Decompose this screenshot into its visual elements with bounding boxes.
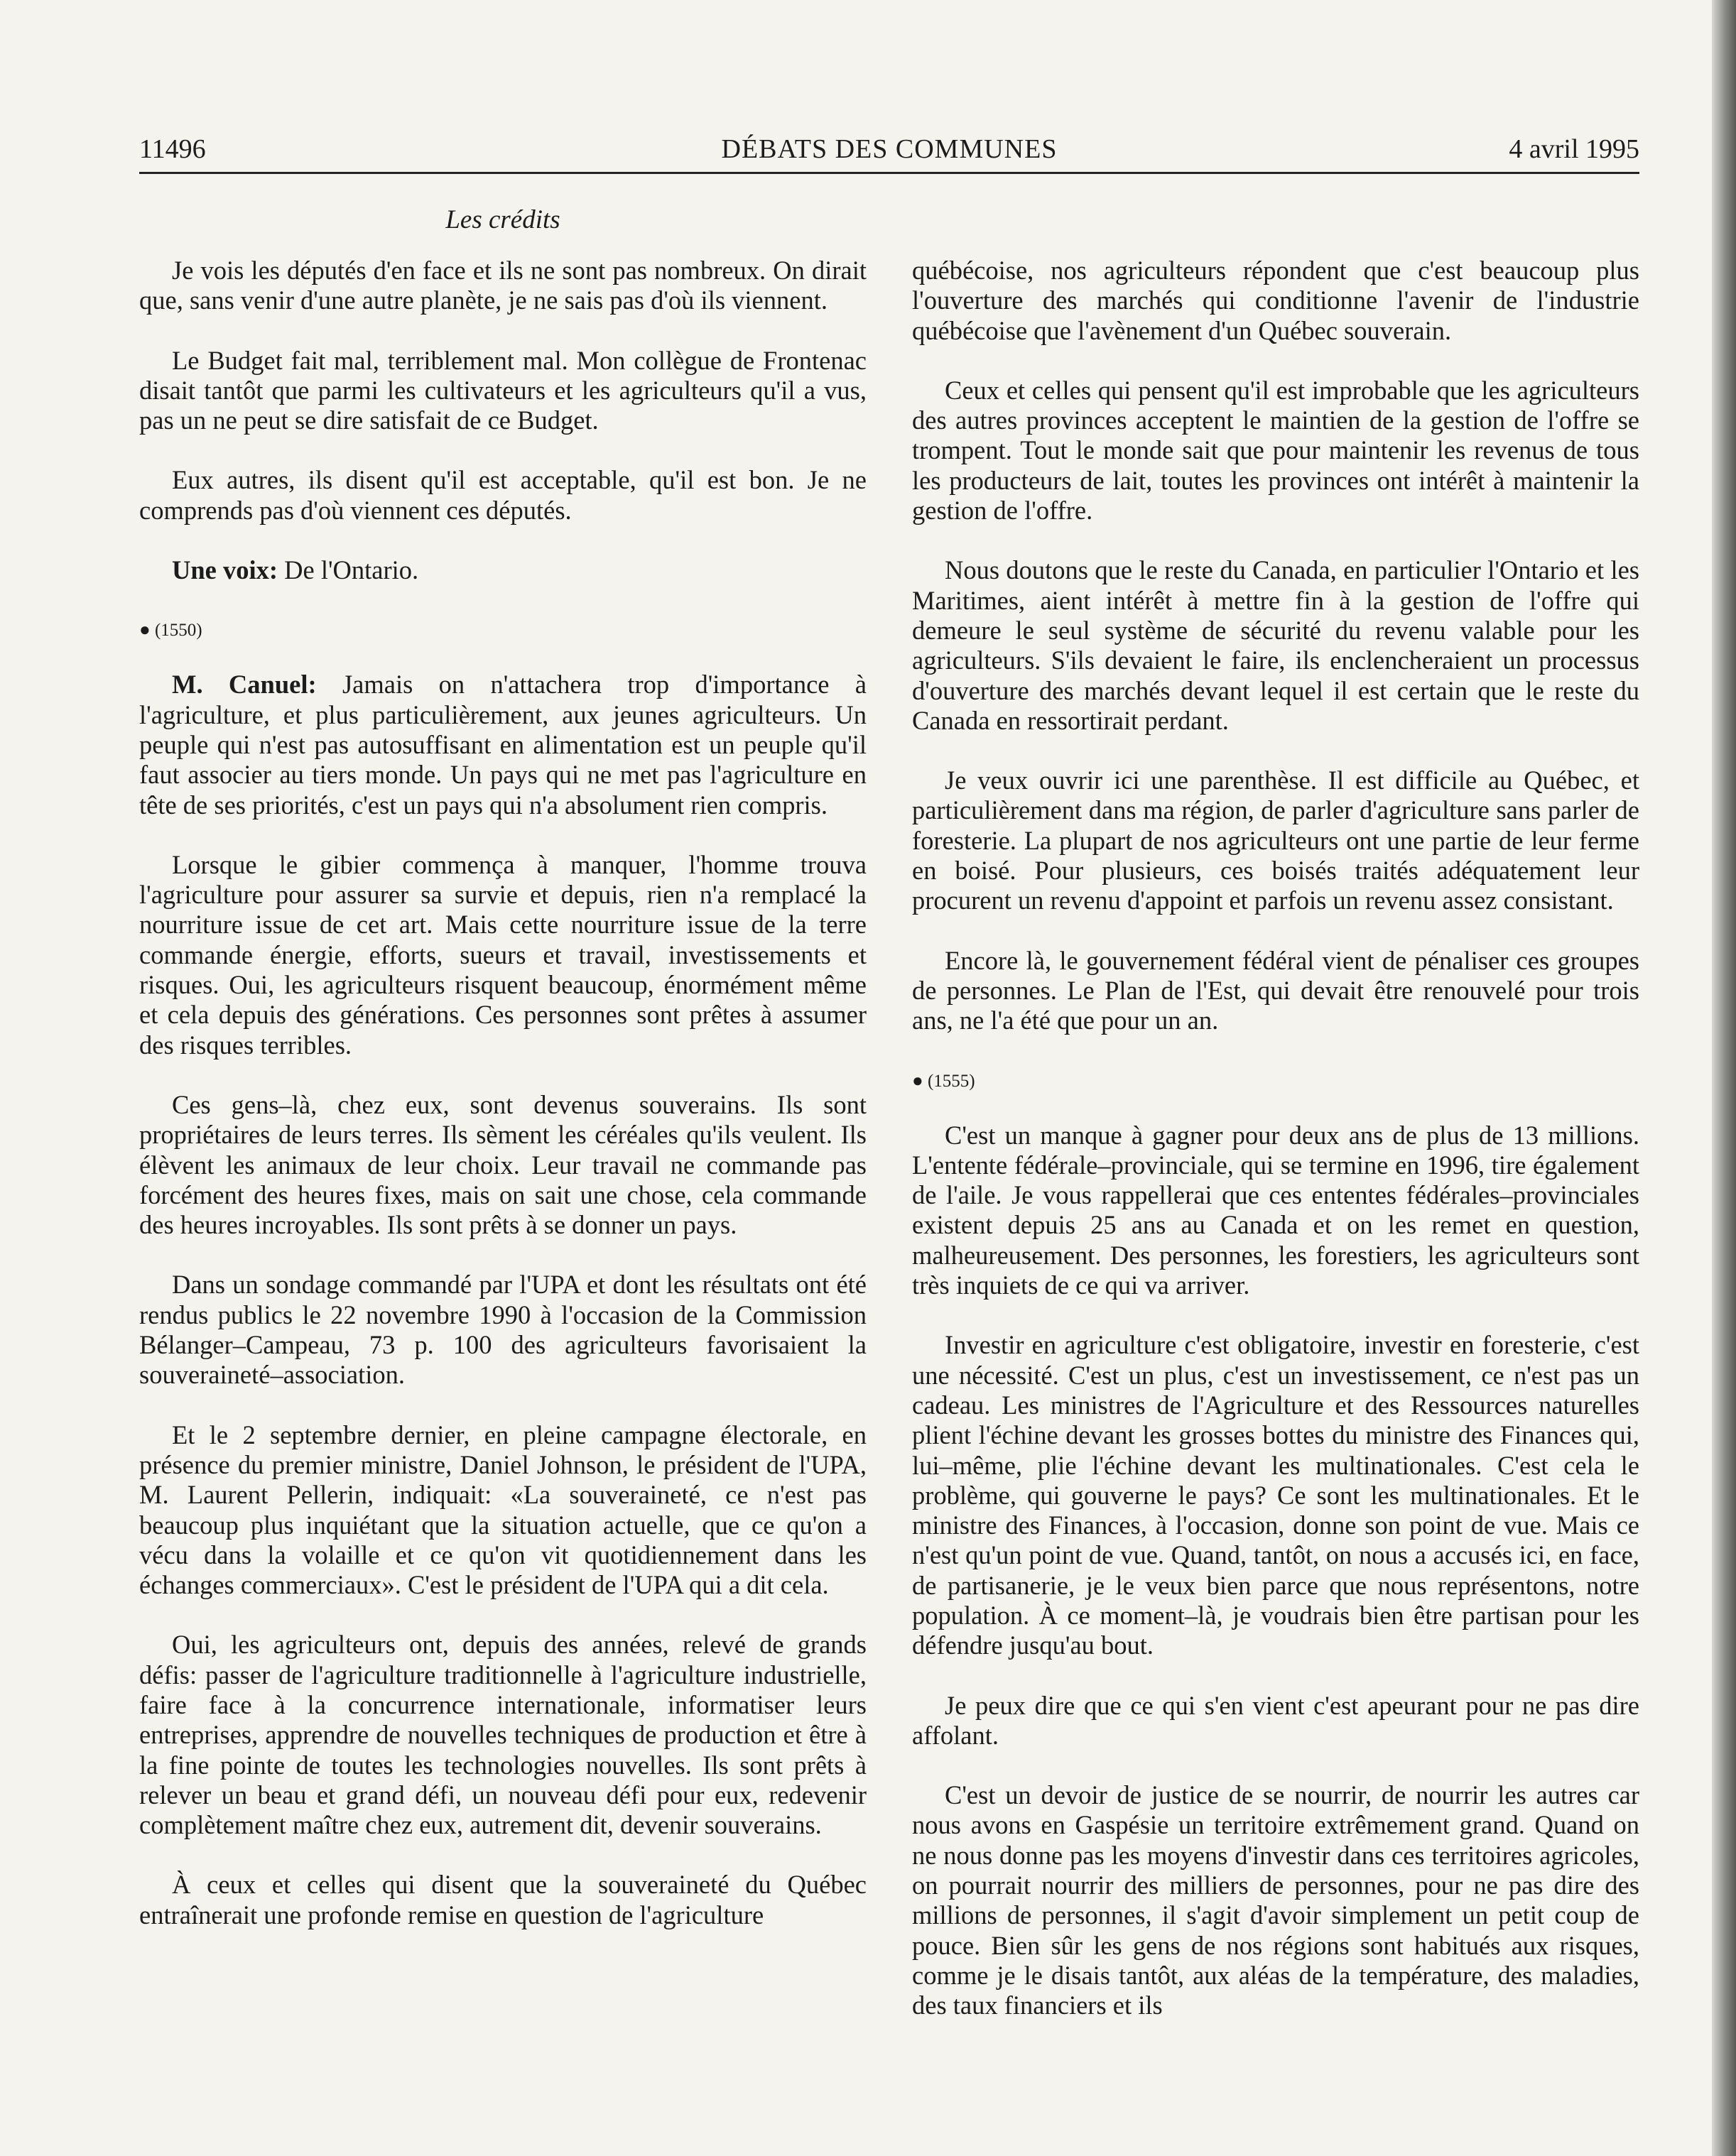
header-rule (139, 172, 1639, 174)
paragraph: Le Budget fait mal, terriblement mal. Mon collègue de Frontenac disait tantôt que parmi les cultivateurs et les agriculteurs qu'il a vus, pas un ne peut se dire satisfait de ce Budget. (139, 345, 867, 435)
section-title: Les crédits (445, 205, 560, 234)
time-marker-text: (1550) (150, 621, 202, 641)
time-marker (912, 1066, 1639, 1096)
paragraph: Encore là, le gouvernement fédéral vient de pénaliser ces groupes de personnes. Le Plan de l'Est, qui devait être renouvelé pour trois ans, ne l'a été que pour un an. (912, 945, 1639, 1035)
speaker-label: M. Canuel: (172, 670, 317, 699)
paragraph: Eux autres, ils disent qu'il est acceptable, qu'il est bon. Je ne comprends pas d'où viennent ces députés. (139, 465, 867, 525)
paragraph: À ceux et celles qui disent que la souveraineté du Québec entraînerait une profonde remise en question de l'agriculture (139, 1870, 867, 1929)
page-header (139, 134, 1639, 169)
paragraph: Investir en agriculture c'est obligatoire, investir en foresterie, c'est une nécessité. C'est un plus, c'est un investissement, ce n'est pas un cadeau. Les ministres de l'Agriculture et des Ressources naturelles plient l'échine devant les grosses bottes du ministre des Finances qui, lui–même, plie l'échine devant les multinationales. C'est cela le problème, qui gouverne le pays? Ce sont les multinationales. Et le ministre des Finances, à l'occasion, donne son point de vue. Mais ce n'est qu'un point de vue. Quand, tantôt, on nous a accusés ici, en face, de partisanerie, je le veux bien parce que nous représentons, notre population. À ce moment–là, je voudrais bien être partisan pour les défendre jusqu'au bout. (912, 1330, 1639, 1660)
speaker-text: Jamais on n'attachera trop d'importance à l'agriculture, et plus particulièrement, aux jeunes agriculteurs. Un peuple qui n'est pas autosuffisant en alimentation est un peuple qu'il faut associer au tiers monde. Un pays qui ne met pas l'agriculture en tête de ses priorités, c'est un pays qui n'a absolument rien compris. (139, 670, 867, 820)
paragraph: Je peux dire que ce qui s'en vient c'est apeurant pour ne pas dire affolant. (912, 1690, 1639, 1750)
paragraph: Et le 2 septembre dernier, en pleine campagne électorale, en présence du premier ministre, Daniel Johnson, le président de l'UPA, M. Laurent Pellerin, indiquait: «La souveraineté, ce n'est pas beaucoup plus inquiétant que la situation actuelle, que ce qu'on a vécu dans la volaille et ce qu'on vit quotidiennement dans les échanges commerciaux». C'est le président de l'UPA qui a dit cela. (139, 1420, 867, 1600)
paragraph: québécoise, nos agriculteurs répondent que c'est beaucoup plus l'ouverture des marchés qui conditionne l'avenir de l'industrie québécoise que l'avènement d'un Québec souverain. (912, 256, 1639, 345)
scan-edge-shadow (1712, 0, 1736, 2156)
left-column (139, 256, 867, 1960)
paragraph: Dans un sondage commandé par l'UPA et dont les résultats ont été rendus publics le 22 novembre 1990 à l'occasion de la Commission Bélanger–Campeau, 73 p. 100 des agriculteurs favorisaient la souveraineté–association. (139, 1270, 867, 1390)
paragraph: Nous doutons que le reste du Canada, en particulier l'Ontario et les Maritimes, aient intérêt à mettre fin à la gestion de l'offre qui demeure le seul système de sécurité du revenu valable pour les agriculteurs. S'ils devaient le faire, ils enclencheraient un processus d'ouverture des marchés devant lequel il est certain que le reste du Canada en ressortirait perdant. (912, 555, 1639, 735)
paragraph: C'est un devoir de justice de se nourrir, de nourrir les autres car nous avons en Gaspésie un territoire extrêmement grand. Quand on ne nous donne pas les moyens d'investir dans ces territoires agricoles, on pourrait nourrir des milliers de personnes, pour ne pas dire des millions de personnes, il s'agit d'avoir simplement un petit coup de pouce. Bien sûr les gens de nos régions sont habitués aux risques, comme je le disais tantôt, aux aléas de la température, des maladies, des taux financiers et ils (912, 1780, 1639, 2020)
paragraph: Je vois les députés d'en face et ils ne sont pas nombreux. On dirait que, sans venir d'une autre planète, je ne sais pas d'où ils viennent. (139, 256, 867, 315)
speaker-text: De l'Ontario. (278, 555, 419, 585)
speaker-paragraph (139, 670, 867, 820)
bullet-icon: ● (139, 619, 151, 641)
paragraph: Je veux ouvrir ici une parenthèse. Il est difficile au Québec, et particulièrement dans ma région, de parler d'agriculture sans parler de foresterie. La plupart de nos agriculteurs ont une partie de leur ferme en boisé. Pour plusieurs, ces boisés traités adéquatement leur procurent un revenu d'appoint et parfois un revenu assez consistant. (912, 766, 1639, 915)
paragraph: Lorsque le gibier commença à manquer, l'homme trouva l'agriculture pour assurer sa survie et depuis, rien n'a remplacé la nourriture issue de cet art. Mais cette nourriture issue de la terre commande énergie, efforts, sueurs et travail, investissements et risques. Oui, les agriculteurs risquent beaucoup, énormément même et cela depuis des générations. Ces personnes sont prêtes à assumer des risques terribles. (139, 849, 867, 1060)
time-marker-text: (1555) (923, 1071, 975, 1091)
time-marker (139, 615, 867, 646)
page-number: 11496 (139, 134, 206, 164)
bullet-icon: ● (912, 1069, 923, 1091)
paragraph: Oui, les agriculteurs ont, depuis des années, relevé de grands défis: passer de l'agriculture traditionnelle à l'agriculture industrielle, faire face à la concurrence internationale, informatiser leurs entreprises, apprendre de nouvelles techniques de production et être à la fine pointe de toutes les technologies nouvelles. Ils sont prêts à relever un beau et grand défi, un nouveau défi pour eux, redevenir complètement maître chez eux, autrement dit, devenir souverains. (139, 1630, 867, 1840)
page-date: 4 avril 1995 (1509, 134, 1639, 164)
paragraph: C'est un manque à gagner pour deux ans de plus de 13 millions. L'entente fédérale–provinciale, qui se termine en 1996, tire également de l'aile. Je vous rappellerai que ces ententes fédérales–provinciales existent depuis 25 ans au Canada et on les remet en question, malheureusement. Des personnes, les forestiers, les agriculteurs sont très inquiets de ce qui va arriver. (912, 1120, 1639, 1300)
publication-title: DÉBATS DES COMMUNES (721, 134, 1058, 164)
right-column (912, 256, 1639, 2051)
paragraph: Ces gens–là, chez eux, sont devenus souverains. Ils sont propriétaires de leurs terres. Ils sèment les céréales qu'ils veulent. Ils élèvent les animaux de leur choix. Leur travail ne commande pas forcément des heures fixes, mais on sait une chose, cela commande des heures incroyables. Ils sont prêts à se donner un pays. (139, 1089, 867, 1240)
speaker-paragraph (139, 555, 867, 585)
speaker-label: Une voix: (172, 555, 278, 585)
paragraph: Ceux et celles qui pensent qu'il est improbable que les agriculteurs des autres provinces acceptent le maintien de la gestion de l'offre se trompent. Tout le monde sait que pour maintenir les revenus de tous les producteurs de lait, toutes les provinces ont intérêt à maintenir la gestion de l'offre. (912, 375, 1639, 526)
